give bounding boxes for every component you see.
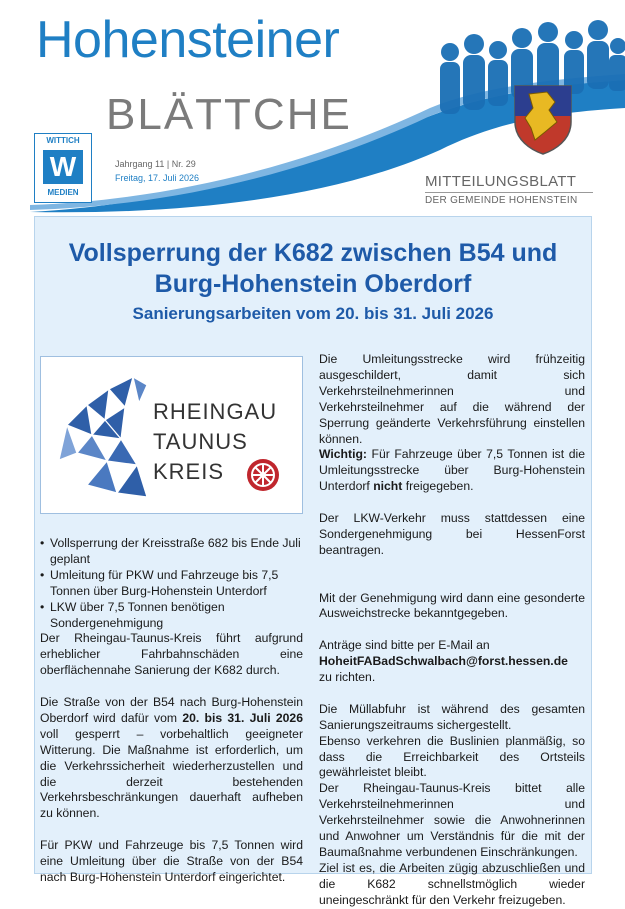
- rheingau-taunus-kreis-logo: [40, 356, 303, 514]
- paragraph: Die Umleitungsstrecke wird frühzeitig ausgeschildert, damit sich Verkehrsteilnehmerinnen und Verkehrsteilnehmer auf die während der Sperrung geänderte Verkehrsführung einstellen können.: [319, 352, 585, 446]
- masthead-subtitle: BLÄTTCHE: [106, 90, 352, 139]
- paragraph: Wichtig: Für Fahrzeuge über 7,5 Tonnen ist die Umleitungsstrecke über Burg-Hohenstein Unterdorf nicht freigegeben.: [319, 447, 585, 494]
- publisher-name-bottom: MEDIEN: [47, 188, 79, 197]
- important-label: Wichtig:: [319, 447, 367, 462]
- masthead-title: Hohensteiner: [36, 11, 340, 69]
- paragraph: Der Rheingau-Taunus-Kreis führt aufgrund erheblicher Fahrbahnschäden eine oberflächennahe Sanierung der K682 durch.: [40, 631, 303, 678]
- publisher-mark: W: [43, 150, 83, 184]
- paragraph: Mit der Genehmigung wird dann eine gesonderte Ausweichstrecke bekanntgegeben.: [319, 590, 585, 621]
- lion-icon: [47, 365, 157, 505]
- list-item: • Vollsperrung der Kreisstraße 682 bis Ende Juli geplant: [40, 536, 303, 568]
- paragraph: Ziel ist es, die Arbeiten zügig abzuschließen und die K682 schnellstmöglich wieder uneingeschränkt für den Verkehr freizugeben.: [319, 860, 585, 907]
- summary-bullets: [40, 536, 303, 631]
- logo-line-2: TAUNUS: [153, 429, 248, 454]
- logo-line-1: RHEINGAU: [153, 399, 278, 424]
- email-address: HoheitFABadSchwalbach@forst.hessen.de: [319, 654, 568, 669]
- issue-info: [115, 157, 199, 185]
- paragraph: Anträge sind bitte per E-Mail an HoheitFABadSchwalbach@forst.hessen.de zu richten.: [319, 638, 568, 685]
- publisher-name-top: WITTICH: [46, 136, 80, 145]
- mitteilungsblatt-label: MITTEILUNGSBLATT: [425, 173, 577, 190]
- wittich-medien-logo: [34, 133, 92, 203]
- coat-of-arms-icon: [511, 82, 575, 156]
- gemeinde-label: DER GEMEINDE HOHENSTEIN: [425, 195, 578, 206]
- paragraph: Die Müllabfuhr ist während des gesamten Sanierungszeitraums sichergestellt.: [319, 701, 585, 732]
- article-headline: Vollsperrung der K682 zwischen B54 und Burg-Hohenstein Oberdorf: [68, 239, 558, 298]
- wheel-emblem-icon: [245, 457, 281, 493]
- paragraph: Die Straße von der B54 nach Burg-Hohenstein Oberdorf wird dafür vom 20. bis 31. Juli 2026 voll gesperrt – vorbehaltlich geeigneter Witterung. Die Maßnahme ist erforderlich, um die Verkehrssicherheit wiederherzustellen und die derzeit bestehenden Verkehrsbeschränkungen dauerhaft aufheben zu können.: [40, 695, 303, 821]
- paragraph: Ebenso verkehren die Buslinien planmäßig, so dass die Erreichbarkeit des Ortsteils gewährleistet bleibt.: [319, 733, 585, 780]
- list-item: • Umleitung für PKW und Fahrzeuge bis 7,5 Tonnen über Burg-Hohenstein Unterdorf: [40, 568, 303, 600]
- date-range-bold: 20. bis 31. Juli 2026: [182, 710, 303, 725]
- left-column: [40, 536, 303, 886]
- masthead: [0, 0, 625, 215]
- article-subheadline: Sanierungsarbeiten vom 20. bis 31. Juli 2026: [132, 304, 494, 323]
- right-column: [319, 352, 585, 909]
- logo-line-3: KREIS: [153, 459, 225, 484]
- divider: [425, 192, 593, 193]
- paragraph: Für PKW und Fahrzeuge bis 7,5 Tonnen wird eine Umleitung über die Straße von der B54 nach Burg-Hohenstein Unterdorf eingerichtet.: [40, 838, 303, 884]
- list-item: • LKW über 7,5 Tonnen benötigen Sondergenehmigung: [40, 600, 303, 632]
- not-bold: nicht: [373, 479, 403, 494]
- paragraph: Der LKW-Verkehr muss stattdessen eine Sondergenehmigung bei HessenForst beantragen.: [319, 511, 585, 557]
- issue-date: Freitag, 17. Juli 2026: [115, 173, 200, 183]
- paragraph: Der Rheingau-Taunus-Kreis bittet alle Verkehrsteilnehmerinnen und Verkehrsteilnehmer sowie die Anwohnerinnen und Anwohner um Verständnis für die mit der Baumaßnahme verbundenen Einschränkungen.: [319, 781, 585, 860]
- issue-number: Jahrgang 11 | Nr. 29: [115, 159, 196, 169]
